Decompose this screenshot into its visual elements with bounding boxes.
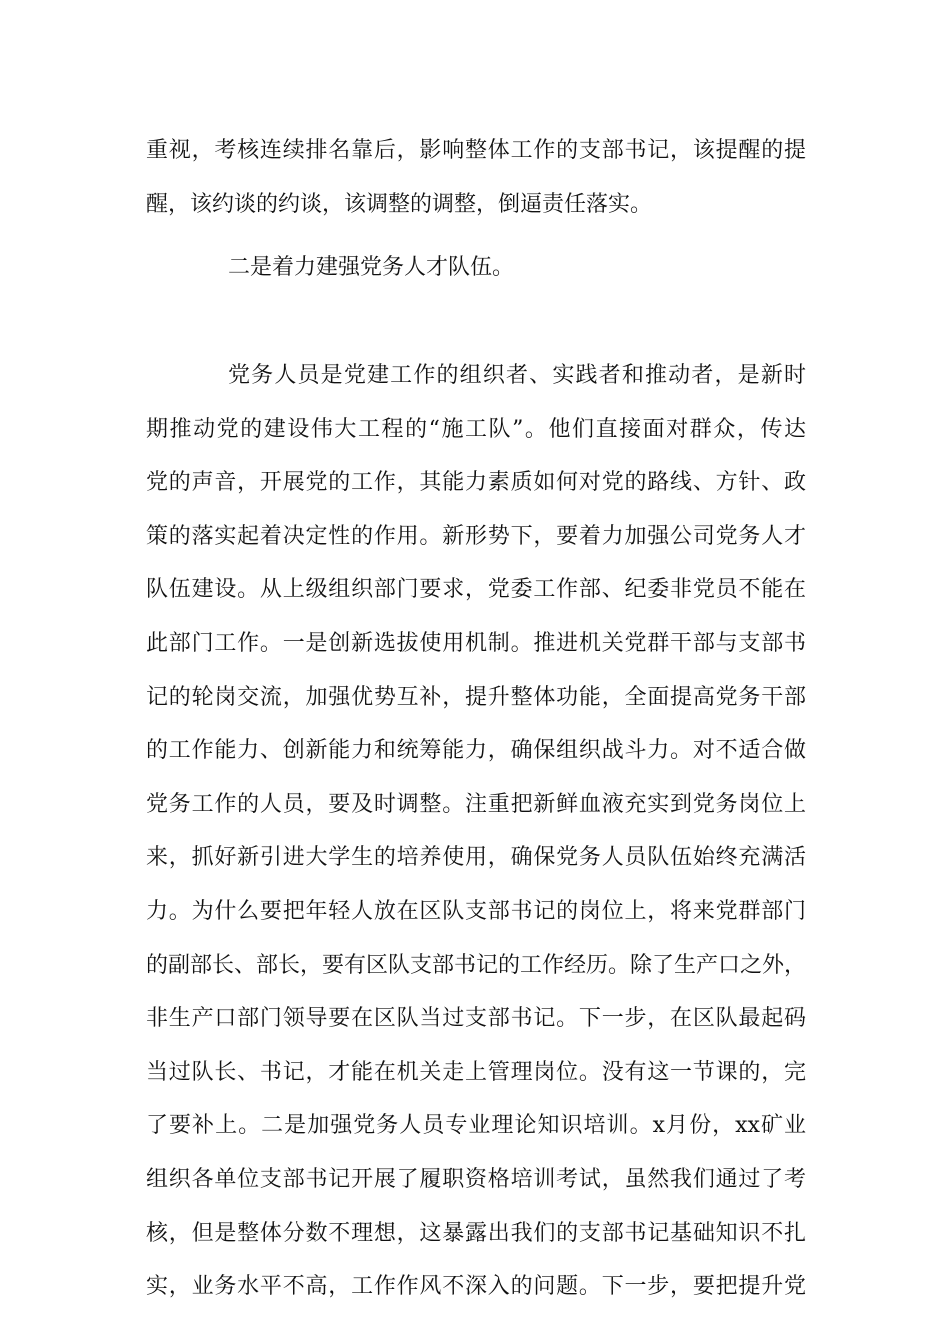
section-heading: 二是着力建强党务人才队伍。 [228, 255, 515, 280]
paragraph-line: 力。为什么要把年轻人放在区队支部书记的岗位上，将来党群部门 [146, 898, 806, 924]
paragraph-line: 组织各单位支部书记开展了履职资格培训考试，虽然我们通过了考 [146, 1166, 806, 1192]
paragraph-line: 实，业务水平不高，工作作风不深入的问题。下一步，要把提升党 [146, 1274, 806, 1300]
paragraph-line: 策的落实起着决定性的作用。新形势下，要着力加强公司党务人才 [146, 523, 806, 549]
section-heading-block [146, 241, 806, 295]
paragraph-line: 党的声音，开展党的工作，其能力素质如何对党的路线、方针、政 [146, 470, 806, 496]
main-paragraph [146, 349, 806, 1314]
paragraph-line: 期推动党的建设伟大工程的“施工队”。他们直接面对群众，传达 [146, 416, 806, 442]
paragraph-line: 的工作能力、创新能力和统筹能力，确保组织战斗力。对不适合做 [146, 738, 806, 764]
paragraph-line: 非生产口部门领导要在区队当过支部书记。下一步，在区队最起码 [146, 1006, 806, 1032]
paragraph-line: 党务工作的人员，要及时调整。注重把新鲜血液充实到党务岗位上 [146, 791, 806, 817]
paragraph-line: 来，抓好新引进大学生的培养使用，确保党务人员队伍始终充满活 [146, 845, 806, 871]
continued-paragraph [146, 124, 806, 231]
paragraph-line: 了要补上。二是加强党务人员专业理论知识培训。x月份，xx矿业 [146, 1113, 806, 1139]
paragraph-line: 醒，该约谈的约谈，该调整的调整，倒逼责任落实。 [146, 191, 653, 217]
paragraph-line: 记的轮岗交流，加强优势互补，提升整体功能，全面提高党务干部 [146, 684, 806, 710]
paragraph-line: 核，但是整体分数不理想，这暴露出我们的支部书记基础知识不扎 [146, 1220, 806, 1246]
paragraph-line: 的副部长、部长，要有区队支部书记的工作经历。除了生产口之外， [146, 952, 807, 978]
paragraph-line: 党务人员是党建工作的组织者、实践者和推动者，是新时 [228, 363, 806, 388]
paragraph-line: 此部门工作。一是创新选拔使用机制。推进机关党群干部与支部书 [146, 630, 806, 656]
paragraph-line: 重视，考核连续排名靠后，影响整体工作的支部书记，该提醒的提 [146, 138, 806, 163]
paragraph-line: 队伍建设。从上级组织部门要求，党委工作部、纪委非党员不能在 [146, 577, 806, 603]
paragraph-line: 当过队长、书记，才能在机关走上管理岗位。没有这一节课的，完 [146, 1059, 806, 1085]
